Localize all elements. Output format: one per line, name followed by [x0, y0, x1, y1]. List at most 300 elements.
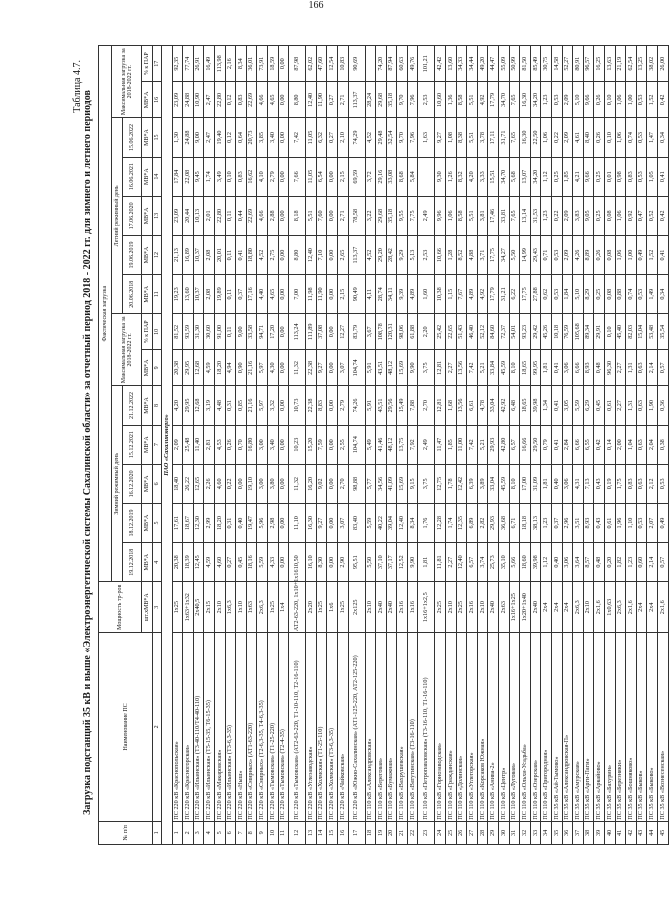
load-value: 9,96: [435, 196, 446, 235]
load-value: 1,23: [541, 503, 552, 542]
load-value: 0,00: [327, 314, 338, 350]
table-row: [530, 46, 541, 845]
load-value: 23,09: [172, 196, 183, 235]
load-value: 0,27: [225, 543, 236, 582]
load-value: 18,39: [183, 543, 194, 582]
load-value: 0,38: [657, 425, 668, 464]
load-value: 2,88: [267, 196, 278, 235]
load-value: 4,78: [477, 386, 488, 425]
load-value: 3,78: [477, 118, 488, 157]
load-value: 2,15: [337, 275, 348, 314]
transformer-capacity: 2х6,3: [573, 582, 584, 633]
load-value: 0,00: [278, 275, 289, 314]
load-value: 53,48: [647, 314, 658, 350]
load-value: 1,60: [418, 275, 435, 314]
transformer-capacity: 2х40: [386, 582, 397, 633]
load-value: 0,62: [541, 275, 552, 314]
load-value: 14,99: [520, 235, 531, 274]
load-value: 0,53: [636, 157, 647, 196]
substation-name: ПС 110 кВ «Вахрушевская»: [397, 633, 408, 822]
table-row: [626, 46, 637, 845]
load-value: 18,20: [214, 503, 225, 542]
load-value: 18,59: [267, 46, 278, 82]
row-number: 24: [435, 821, 446, 844]
load-value: 0,53: [552, 275, 563, 314]
load-value: 18,67: [183, 503, 194, 542]
load-value: 12,40: [306, 82, 317, 118]
load-value: 17,75: [520, 275, 531, 314]
load-value: 84,60: [488, 314, 499, 350]
table-row: [446, 46, 457, 845]
load-value: 20,44: [183, 196, 194, 235]
load-value: 7,13: [583, 464, 594, 503]
load-value: 2,12: [647, 464, 658, 503]
load-value: 20,73: [246, 118, 257, 157]
load-value: 2,53: [418, 82, 435, 118]
load-value: 0,25: [594, 157, 605, 196]
load-value: 2,47: [204, 82, 215, 118]
load-value: 80,91: [573, 46, 584, 82]
header-unit-mva: МВ*А: [142, 350, 153, 386]
table-row: [257, 46, 268, 845]
load-value: 33,84: [488, 350, 499, 386]
header-column-number: 4: [153, 543, 162, 582]
load-value: 96,30: [604, 350, 615, 386]
load-value: 3,05: [562, 386, 573, 425]
load-value: 12,68: [193, 386, 204, 425]
load-value: 26,91: [193, 46, 204, 82]
load-value: 19,40: [214, 118, 225, 157]
table-row: [541, 46, 552, 845]
load-value: 0,10: [604, 118, 615, 157]
row-number: 7: [236, 821, 247, 844]
load-value: 0,22: [552, 118, 563, 157]
load-value: 0,26: [225, 425, 236, 464]
load-value: 4,61: [573, 118, 584, 157]
load-value: 0,00: [278, 503, 289, 542]
load-value: 11,98: [306, 275, 317, 314]
load-value: 50,99: [509, 46, 520, 82]
load-value: 83,79: [348, 314, 365, 350]
load-value: 104,74: [348, 350, 365, 386]
load-value: 39,98: [530, 543, 541, 582]
transformer-capacity: 2х4: [636, 582, 647, 633]
load-value: 34,70: [499, 157, 510, 196]
row-number: 18: [365, 821, 376, 844]
load-value: 7,42: [467, 350, 478, 386]
load-value: 3,67: [365, 314, 376, 350]
load-value: 5,50: [365, 543, 376, 582]
load-value: [365, 46, 376, 82]
load-value: 10,66: [435, 235, 446, 274]
load-value: 0,37: [236, 275, 247, 314]
substation-name: ПС 110 кВ «Горнозаводская»: [435, 633, 446, 822]
load-value: 34,20: [530, 82, 541, 118]
load-value: 105,68: [573, 314, 584, 350]
load-value: 1,12: [541, 157, 552, 196]
load-value: 1,00: [626, 82, 637, 118]
load-value: 4,40: [257, 275, 268, 314]
row-number: 37: [573, 821, 584, 844]
load-value: 93,59: [183, 314, 194, 350]
transformer-capacity: 1х25: [267, 582, 278, 633]
load-value: 2,08: [204, 235, 215, 274]
load-value: 0,11: [225, 314, 236, 350]
transformer-capacity: 2х40,5: [193, 582, 204, 633]
load-value: 5,51: [467, 82, 478, 118]
transformer-capacity: 2х40: [530, 582, 541, 633]
load-value: 94,71: [257, 314, 268, 350]
load-value: 12,28: [435, 503, 446, 542]
load-value: 5,97: [257, 350, 268, 386]
load-value: 48,12: [386, 350, 397, 386]
load-value: 33,81: [499, 196, 510, 235]
load-value: 6,57: [467, 543, 478, 582]
row-number: 34: [541, 821, 552, 844]
load-value: 0,42: [594, 425, 605, 464]
table-caption: Загрузка подстанций 35 кВ и выше «Электроэнергетической системы Сахалинской области» за отчетный период 2018 - 2022 гг. для зимнего и летнего периодов: [82, 90, 93, 815]
load-value: 0,52: [647, 196, 658, 235]
load-value: 0,00: [327, 350, 338, 386]
load-value: 17,20: [267, 314, 278, 350]
load-value: 8,57: [583, 543, 594, 582]
load-value: 3,71: [477, 235, 488, 274]
load-value: 0,83: [626, 464, 637, 503]
load-value: 0,11: [225, 235, 236, 274]
load-value: 85,49: [530, 46, 541, 82]
header-date-winter: 15.12.2021: [123, 425, 142, 464]
table-row: [477, 46, 488, 845]
load-value: 31,09: [530, 464, 541, 503]
load-value: 13,60: [183, 275, 194, 314]
load-value: 9,66: [583, 82, 594, 118]
load-value: 16,80: [246, 425, 257, 464]
load-value: 8,30: [316, 543, 327, 582]
row-number: 21: [397, 821, 408, 844]
load-value: 1,06: [541, 118, 552, 157]
load-value: 120,31: [386, 314, 397, 350]
table-row: [552, 46, 563, 845]
row-number: 23: [418, 821, 435, 844]
load-value: 18,65: [520, 386, 531, 425]
load-value: 29,95: [183, 350, 194, 386]
load-value: 2,27: [615, 386, 626, 425]
header-column-number: 6: [153, 464, 162, 503]
load-value: 1,81: [541, 464, 552, 503]
load-value: 4,65: [267, 275, 278, 314]
load-value: 3,85: [257, 118, 268, 157]
substation-name: ПС 110 кВ «Береговая»: [376, 633, 387, 822]
row-number: 33: [530, 821, 541, 844]
load-value: 12,81: [435, 386, 446, 425]
load-value: 0,42: [657, 196, 668, 235]
load-value: 2,47: [204, 118, 215, 157]
transformer-capacity: 2х16: [397, 582, 408, 633]
header-unit-mva: МВ*А: [142, 464, 153, 503]
load-value: 23,09: [172, 82, 183, 118]
load-value: 3,06: [562, 464, 573, 503]
transformer-capacity: 1х10: [236, 582, 247, 633]
load-value: 37,08: [316, 314, 327, 350]
header-unit-mva: МВ*А: [142, 157, 153, 196]
transformer-capacity: 2х40: [376, 582, 387, 633]
load-value: 6,89: [467, 503, 478, 542]
load-value: 1,10: [626, 503, 637, 542]
row-number: 40: [604, 821, 615, 844]
load-value: 12,40: [456, 543, 467, 582]
header-column-number: 14: [153, 157, 162, 196]
load-value: 36,01: [246, 46, 257, 82]
substation-name: ПС 110 кВ «Корсаков Южная»: [477, 633, 488, 822]
load-value: 10,23: [289, 425, 306, 464]
load-value: 0,98: [615, 157, 626, 196]
table-row: [418, 46, 435, 845]
row-number: 15: [327, 821, 338, 844]
load-value: 5,10: [573, 82, 584, 118]
load-value: 1,52: [647, 235, 658, 274]
transformer-capacity: 1х63+1х32: [183, 582, 194, 633]
load-value: 0,53: [636, 82, 647, 118]
transformer-capacity: 2х25: [456, 582, 467, 633]
load-value: 1,00: [626, 235, 637, 274]
load-value: 18,80: [246, 235, 257, 274]
load-value: 74,26: [348, 386, 365, 425]
load-value: 10,37: [193, 275, 204, 314]
substation-name: ПС 110 кВ «Ватутинская» (Т3-16-110): [407, 633, 418, 822]
load-value: [418, 157, 435, 196]
load-value: 0,47: [636, 196, 647, 235]
transformer-capacity: 2х4: [562, 582, 573, 633]
load-value: 2,00: [615, 425, 626, 464]
load-value: 81,52: [172, 314, 183, 350]
load-value: 8,83: [316, 386, 327, 425]
load-value: 9,15: [407, 464, 418, 503]
row-number: 31: [509, 821, 520, 844]
load-value: 1,84: [562, 275, 573, 314]
load-value: 98,06: [397, 314, 408, 350]
header-date-winter: 21.12.2022: [123, 386, 142, 425]
load-value: 10,90: [193, 82, 204, 118]
load-value: 1,85: [562, 157, 573, 196]
load-value: 8,10: [509, 464, 520, 503]
load-value: 0,34: [657, 275, 668, 314]
load-value: 74,20: [376, 46, 387, 82]
load-value: 3,80: [267, 464, 278, 503]
substation-name: ПС 110 кВ «Луговая»: [509, 633, 520, 822]
load-value: 7,75: [407, 196, 418, 235]
load-value: 0,45: [236, 543, 247, 582]
load-value: 19,23: [172, 275, 183, 314]
substation-name: ПС 220 кВ «Макаровская»: [214, 633, 225, 822]
load-value: 95,51: [348, 543, 365, 582]
load-value: 4,10: [257, 157, 268, 196]
load-value: 11,05: [306, 157, 317, 196]
load-value: 8,93: [583, 503, 594, 542]
load-value: 6,61: [467, 386, 478, 425]
load-value: 42,42: [435, 46, 446, 82]
load-value: 8,40: [583, 118, 594, 157]
load-value: 0,41: [552, 386, 563, 425]
load-value: 10,18: [552, 314, 563, 350]
load-value: 0,44: [236, 196, 247, 235]
load-value: 2,10: [337, 118, 348, 157]
transformer-capacity: 1х6: [327, 582, 338, 633]
load-value: 12,68: [193, 350, 204, 386]
load-value: 11,90: [316, 275, 327, 314]
load-value: 16,25: [594, 46, 605, 82]
load-value: 0,26: [594, 82, 605, 118]
load-value: 0,31: [225, 386, 236, 425]
load-value: 2,53: [418, 235, 435, 274]
load-value: 73,91: [257, 46, 268, 82]
load-value: 1,96: [615, 503, 626, 542]
load-value: 37,17: [386, 543, 397, 582]
header-column-number: 10: [153, 314, 162, 350]
load-value: 2,16: [225, 46, 236, 82]
load-value: 18,60: [520, 543, 531, 582]
load-value: 10,13: [193, 196, 204, 235]
load-value: 96,57: [583, 46, 594, 82]
header-capacity-unit: шт.хМВ*А: [142, 582, 153, 633]
load-value: 1,06: [615, 118, 626, 157]
table-row: [397, 46, 408, 845]
load-value: 4,20: [467, 157, 478, 196]
load-value: 9,90: [407, 350, 418, 386]
table-row: [193, 46, 204, 845]
load-value: 42,80: [499, 425, 510, 464]
load-value: 0,00: [278, 46, 289, 82]
load-value: 2,26: [204, 464, 215, 503]
transformer-capacity: 1х25: [337, 582, 348, 633]
load-value: 38,13: [530, 503, 541, 542]
load-value: 0,74: [626, 118, 637, 157]
load-value: 4,33: [267, 543, 278, 582]
load-value: 31,30: [193, 314, 204, 350]
load-value: 0,19: [604, 464, 615, 503]
load-value: 0,49: [657, 503, 668, 542]
load-value: 1,36: [446, 82, 457, 118]
header-date-summer: 19.06.2019: [123, 235, 142, 274]
row-number: 16: [337, 821, 348, 844]
load-value: 2,70: [418, 386, 435, 425]
load-value: 2,79: [267, 157, 278, 196]
load-value: 0,00: [278, 464, 289, 503]
load-value: 19,10: [246, 464, 257, 503]
load-value: 2,99: [204, 503, 215, 542]
load-value: 2,09: [562, 82, 573, 118]
load-value: 4,65: [267, 82, 278, 118]
load-value: 61,88: [407, 314, 418, 350]
header-unit-mva: МВ*А: [142, 543, 153, 582]
load-value: 3,75: [418, 350, 435, 386]
row-number: 26: [456, 821, 467, 844]
load-value: 4,20: [172, 386, 183, 425]
load-value: 11,47: [435, 425, 446, 464]
header-name: Наименование ПС: [99, 633, 153, 822]
header-unit-mva: МВ*А: [142, 275, 153, 314]
load-value: 44,47: [488, 46, 499, 82]
header-column-number: 12: [153, 235, 162, 274]
load-value: 6,71: [509, 503, 520, 542]
substation-name: ПС 110 кВ «Ольхи-Усадьба»: [520, 633, 531, 822]
load-value: 2,84: [562, 425, 573, 464]
header-unit-mva: МВ*А: [142, 196, 153, 235]
load-value: 0,00: [278, 118, 289, 157]
load-value: 2,09: [562, 118, 573, 157]
load-value: 1,06: [615, 235, 626, 274]
load-value: 1,08: [446, 118, 457, 157]
load-value: 9,27: [316, 503, 327, 542]
load-value: 4,59: [204, 350, 215, 386]
load-value: 7,10: [316, 235, 327, 274]
load-value: 0,70: [236, 425, 247, 464]
load-value: 7,96: [407, 82, 418, 118]
table-row: [316, 46, 327, 845]
load-value: 1,28: [446, 235, 457, 274]
substation-name: ПС 35 кВ «Быков»: [636, 633, 647, 822]
row-number: 3: [193, 821, 204, 844]
load-value: 14,58: [552, 46, 563, 82]
load-value: 34,11: [386, 275, 397, 314]
load-value: 0,74: [626, 275, 637, 314]
substation-name: ПС 220 кВ «Тымовская» (Т1-25-220): [267, 633, 278, 822]
substation-load-table: [98, 45, 669, 845]
load-value: 28,74: [376, 275, 387, 314]
load-value: 9,70: [397, 82, 408, 118]
load-value: 43,51: [376, 386, 387, 425]
load-value: 12,27: [337, 314, 348, 350]
load-value: 101,21: [418, 46, 435, 82]
row-number: 6: [225, 821, 236, 844]
load-value: 18,65: [520, 350, 531, 386]
load-value: 0,48: [594, 543, 605, 582]
load-value: 0,00: [327, 157, 338, 196]
load-value: 27,88: [530, 275, 541, 314]
load-value: 0,22: [225, 464, 236, 503]
load-value: 0,11: [225, 275, 236, 314]
header-column-numbers: [153, 46, 162, 845]
table-row: [604, 46, 615, 845]
transformer-capacity: 1х16+1х25: [509, 582, 520, 633]
load-value: 11,32: [289, 464, 306, 503]
load-value: 2,81: [204, 425, 215, 464]
substation-name: ПС 220 кВ «Тымовская» (АТ2-63-220, Т1-10-110, Т2-16-110): [289, 633, 306, 822]
load-value: 0,71: [541, 235, 552, 274]
load-value: 10,37: [193, 235, 204, 274]
load-value: 9,45: [193, 157, 204, 196]
load-value: 0,64: [236, 118, 247, 157]
load-value: 12,35: [456, 503, 467, 542]
transformer-capacity: 2х1,6: [657, 582, 668, 633]
header-column-number: 5: [153, 503, 162, 542]
transformer-capacity: 2х15: [204, 582, 215, 633]
transformer-capacity: 2х4: [647, 582, 658, 633]
load-value: 5,59: [365, 503, 376, 542]
load-value: 0,25: [552, 157, 563, 196]
load-value: 0,27: [327, 82, 338, 118]
load-value: 2,55: [337, 425, 348, 464]
load-value: 35,54: [657, 314, 668, 350]
load-value: 46,40: [467, 314, 478, 350]
load-value: 33,58: [246, 314, 257, 350]
load-value: 7,65: [509, 196, 520, 235]
load-value: 2,70: [337, 464, 348, 503]
load-value: 7,65: [509, 118, 520, 157]
load-value: 0,40: [236, 503, 247, 542]
load-value: 11,40: [193, 425, 204, 464]
load-value: 91,00: [214, 314, 225, 350]
load-value: 4,88: [467, 235, 478, 274]
